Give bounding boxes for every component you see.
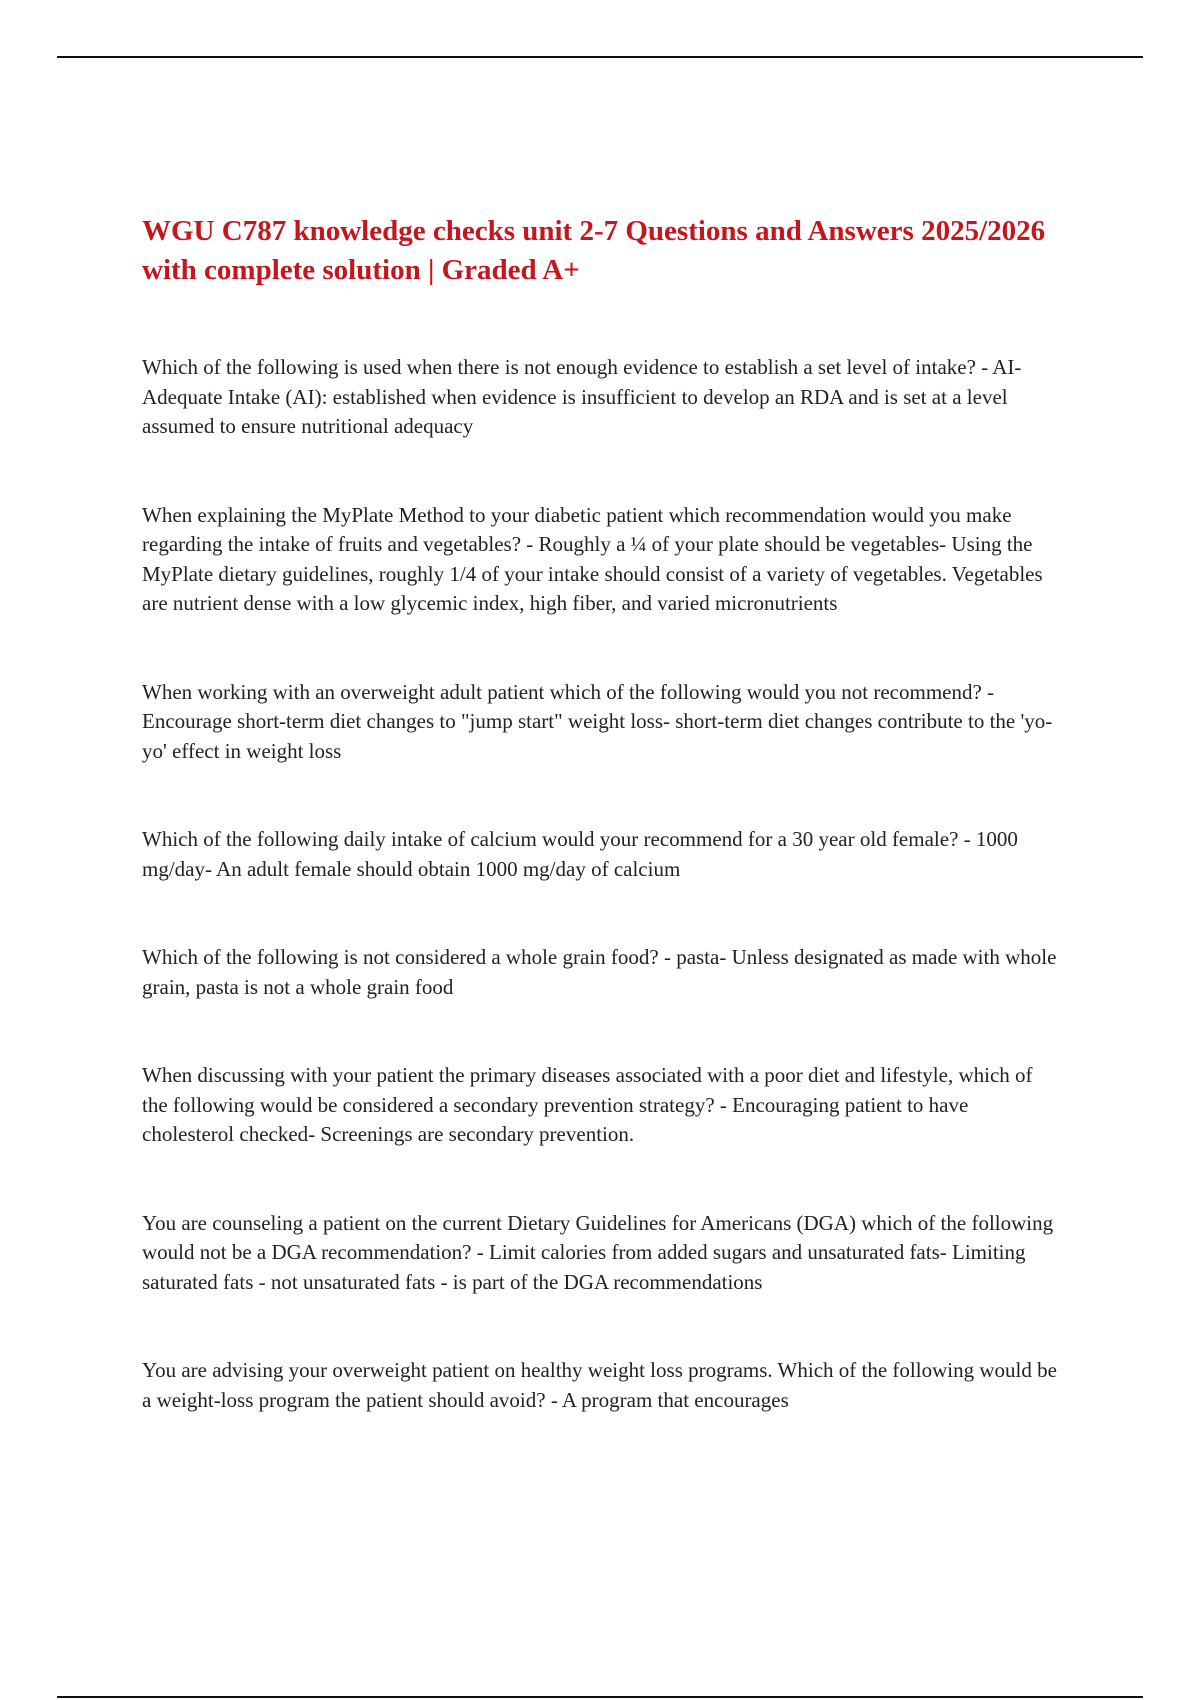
qa-item-8: You are advising your overweight patient on healthy weight loss programs. Which of the following would be a weight-loss program the patient should avoid? - A program that encourages: [142, 1358, 1057, 1412]
top-divider: [57, 56, 1143, 58]
qa-item-2: When explaining the MyPlate Method to your diabetic patient which recommendation would you make regarding the intake of fruits and vegetables? - Roughly a ¼ of your plate should be vegetables- Using the MyPlate dietary guidelines, roughly 1/4 of your intake should consist of a variety of vegetables. Vegetables are nutrient dense with a low glycemic index, high fiber, and varied micronutrients: [142, 502, 1043, 615]
qa-item-1: Which of the following is used when there is not enough evidence to establish a set level of intake? - AI- Adequate Intake (AI): established when evidence is insufficient to develop an RDA and is set at a level assumed to ensure nutritional adequacy: [142, 355, 1022, 438]
qa-item-7: You are counseling a patient on the current Dietary Guidelines for Americans (DGA) which of the following would not be a DGA recommendation? - Limit calories from added sugars and unsaturated fats- Limiting saturated fats - not unsaturated fats - is part of the DGA recommendations: [142, 1210, 1054, 1294]
qa-item-6: When discussing with your patient the primary diseases associated with a poor diet and lifestyle, which of the following would be considered a secondary prevention strategy? - Encouraging patient to have cholesterol checked- Screenings are secondary prevention.: [142, 1063, 1033, 1146]
bottom-divider: [57, 1696, 1143, 1698]
document-title: WGU C787 knowledge checks unit 2-7 Questions and Answers 2025/2026 with complete solution | Graded A+: [142, 215, 1046, 286]
qa-list: [142, 353, 1062, 1415]
qa-item-4: Which of the following daily intake of calcium would your recommend for a 30 year old female? - 1000 mg/day- An adult female should obtain 1000 mg/day of calcium: [142, 827, 1018, 881]
qa-item-5: Which of the following is not considered a whole grain food? - pasta- Unless designated as made with whole grain, pasta is not a whole grain food: [142, 945, 1057, 999]
qa-item-3: When working with an overweight adult patient which of the following would you not recommend? - Encourage short-term diet changes to "jump start" weight loss- short-term diet changes contribute to the 'yo-yo' effect in weight loss: [142, 679, 1053, 763]
